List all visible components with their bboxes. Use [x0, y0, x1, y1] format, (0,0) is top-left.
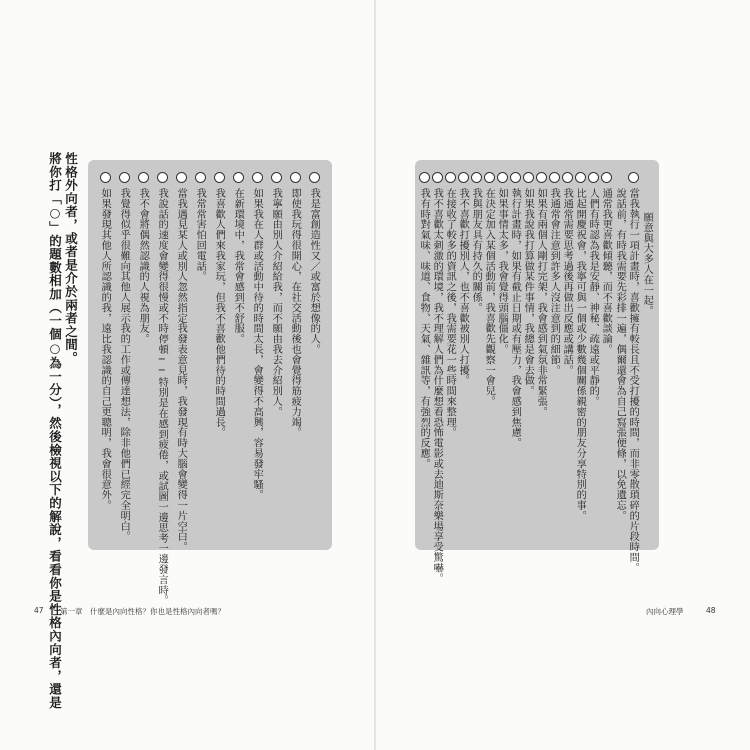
circle-bullet-icon — [309, 172, 320, 183]
running-header-right: 內向心理學 — [646, 607, 684, 616]
list-item-text: 我寧願由別人介紹給我，而不願由我去介紹別人。 — [270, 188, 282, 417]
list-item-text: 我常常害怕回電話。 — [194, 188, 206, 282]
list-item-text: 比起開慶祝會，我寧可與一個或少數幾個關係親密的朋友分享特別的事。 — [574, 188, 586, 521]
list-item-text: 願意與大多人在一起。 — [641, 212, 653, 316]
list-item-text: 我有時對氣味、味道、食物、天氣、雜訊等，有強烈的反應。 — [418, 188, 430, 469]
circle-bullet-icon — [100, 172, 111, 183]
list-item-text: 我不喜歡太刺激的環境，我不理解人們為什麼想看恐怖電影或去迪斯奈樂場享受驚嚇。 — [431, 188, 443, 584]
list-item — [535, 172, 547, 542]
circle-bullet-icon — [523, 172, 534, 183]
list-item — [522, 172, 534, 542]
circle-bullet-icon — [290, 172, 301, 183]
list-item-text: 說話前，有時我需要先彩排一遍，偶爾還會為自己寫張便條，以免遺忘。 — [614, 188, 626, 521]
circle-bullet-icon — [157, 172, 168, 183]
list-item-text: 在決定加入某個活動前，我喜歡先觀察一會兒。 — [483, 188, 495, 407]
circle-bullet-icon — [601, 172, 612, 183]
list-item — [496, 172, 508, 542]
right-checklist-panel — [415, 160, 659, 584]
intro-column-2: 性格外向者，或者是介於兩者之間。 — [63, 152, 79, 365]
list-item-text: 在接收了較多的資訊之後，我需要花一些時間來整理。 — [444, 188, 456, 438]
page-number-right: 48 — [706, 606, 716, 615]
list-item-text: 通常我更喜歡傾聽，而不喜歡談論。 — [600, 188, 612, 355]
list-item-text: 我與朋友具有持久的關係。 — [470, 188, 482, 313]
list-item — [232, 172, 244, 542]
circle-bullet-icon — [445, 172, 456, 183]
circle-bullet-icon — [214, 172, 225, 183]
list-item — [194, 172, 206, 542]
list-item — [118, 172, 130, 542]
list-item-text: 我說話的速度會變得很慢或不時停頓──特別是在感到疲倦，或試圖一邊思考一邊發言時。 — [156, 188, 168, 606]
circle-bullet-icon — [549, 172, 560, 183]
list-item — [509, 172, 521, 542]
circle-bullet-icon — [252, 172, 263, 183]
circle-bullet-icon — [138, 172, 149, 183]
list-item-text: 當我遇見某人或別人忽然指定我發表意見時，我發現有時大腦會變得一片空白。 — [175, 188, 187, 552]
list-item — [561, 172, 573, 542]
list-item — [444, 172, 456, 542]
list-item-text: 如果我在人群或活動中待的時間太長，會變得不高興，容易發牢騷。 — [251, 188, 263, 500]
circle-bullet-icon — [510, 172, 521, 183]
list-item — [308, 172, 320, 542]
list-item — [574, 172, 586, 542]
circle-bullet-icon — [588, 172, 599, 183]
running-header-left: 第一章 什麼是內向性格？你也是性格內向者嗎？ — [60, 607, 225, 616]
list-item — [431, 172, 443, 584]
list-item-text: 我喜歡人們來我家玩，但我不喜歡他們待的時間過長。 — [213, 188, 225, 438]
list-item — [175, 172, 187, 552]
list-item — [470, 172, 482, 542]
circle-bullet-icon — [471, 172, 482, 183]
list-item — [251, 172, 263, 542]
list-item-text: 如果事情太多，我會覺得頭腦僵化。 — [496, 188, 508, 355]
list-item-text: 如果我說我打算做某件事情，我總是會去做。 — [522, 188, 534, 396]
list-item-text: 我是富創造性又／或富於想像的人。 — [308, 188, 320, 355]
list-item — [641, 172, 653, 542]
circle-bullet-icon — [484, 172, 495, 183]
list-item-text: 當我執行一項計畫時，喜歡擁有較長且不受打擾的時間，而非零散瑣碎的片段時間。 — [627, 188, 639, 573]
circle-bullet-icon — [233, 172, 244, 183]
list-item — [156, 172, 168, 606]
list-item-text: 我覺得似乎很難向其他人展示我的工作或傳達想法，除非他們已經完全明白。 — [118, 188, 130, 542]
list-item-text: 我通常會注意到許多人沒注意到的細節。 — [548, 188, 560, 376]
list-item-text: 即使我玩得很開心，在社交活動後也會覺得筋疲力竭。 — [289, 188, 301, 438]
list-item — [137, 172, 149, 542]
list-item-text: 我不會將偶然認識的人視為朋友。 — [137, 188, 149, 344]
list-item — [418, 172, 430, 542]
list-item-text: 如果發現其他人所認識的我，遠比我認識的自己更聰明，我會很意外。 — [99, 188, 111, 511]
list-item — [213, 172, 225, 542]
circle-bullet-icon — [419, 172, 430, 183]
list-item-text: 人們有時認為我是安靜、神秘、疏遠或平靜的。 — [587, 188, 599, 407]
list-item — [614, 172, 626, 542]
circle-bullet-icon — [432, 172, 443, 183]
circle-bullet-icon — [628, 172, 639, 183]
list-item — [457, 172, 469, 542]
list-item — [99, 172, 111, 542]
circle-bullet-icon — [536, 172, 547, 183]
right-page — [376, 0, 750, 750]
left-checklist-panel — [88, 160, 332, 606]
list-item-text: 執行計畫時，如果有截止日期或有壓力，我會感到焦慮。 — [509, 188, 521, 448]
circle-bullet-icon — [575, 172, 586, 183]
list-item-text: 如果有兩個人剛打完架，我會感到氣氛非常緊張。 — [535, 188, 547, 417]
list-item — [483, 172, 495, 542]
circle-bullet-icon — [119, 172, 130, 183]
circle-bullet-icon — [176, 172, 187, 183]
circle-bullet-icon — [497, 172, 508, 183]
circle-bullet-icon — [562, 172, 573, 183]
list-item-text: 在新環境中，我常會感到不舒服。 — [232, 188, 244, 344]
circle-bullet-icon — [195, 172, 206, 183]
intro-column-1: 將你打「○」的題數相加（一個○為一分），然後檢視以下的解說，看看你是性格內向者，還是 — [47, 152, 63, 710]
list-item — [289, 172, 301, 542]
list-item — [548, 172, 560, 542]
left-page — [0, 0, 374, 750]
circle-bullet-icon — [271, 172, 282, 183]
page-number-left: 47 — [34, 606, 44, 615]
list-item — [627, 172, 639, 573]
circle-bullet-icon — [458, 172, 469, 183]
list-item — [270, 172, 282, 542]
list-item — [600, 172, 612, 542]
list-item-text: 我不喜歡打擾別人，也不喜歡被別人打擾。 — [457, 188, 469, 386]
list-item — [587, 172, 599, 542]
list-item-text: 我通常需要思考過後再做出反應或講話。 — [561, 188, 573, 376]
